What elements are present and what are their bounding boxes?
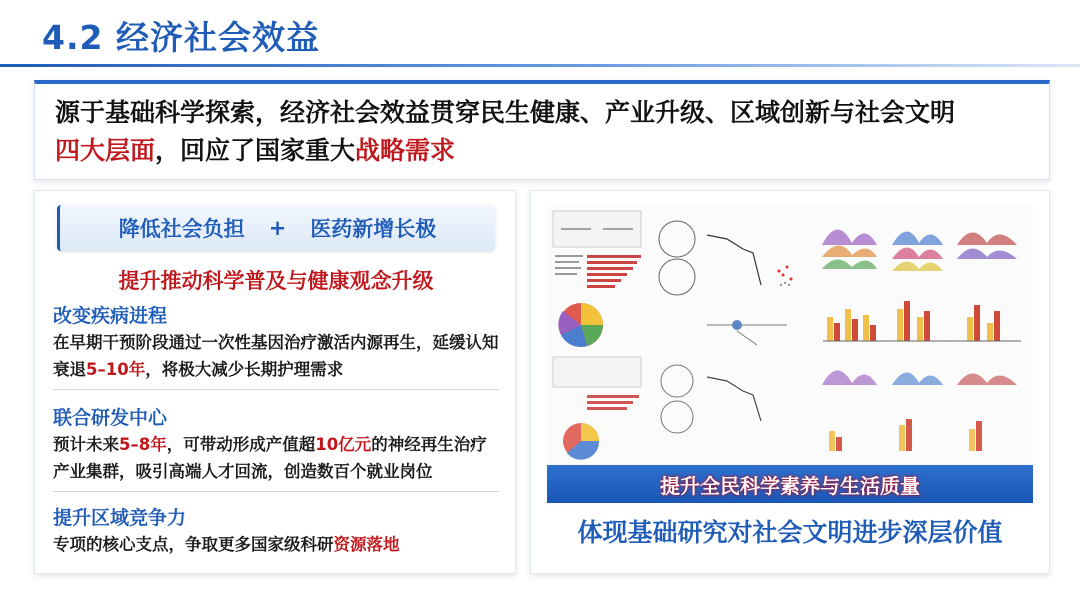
summary-line-2 xyxy=(55,132,1029,170)
right-panel xyxy=(530,190,1050,574)
left-subtitle: 提升推动科学普及与健康观念升级 xyxy=(118,269,434,293)
page-title: 4.2 经济社会效益 xyxy=(42,18,320,57)
section-body-regional xyxy=(53,531,503,558)
research-figure-image xyxy=(547,205,1033,505)
pill-right-label: 医药新增长极 xyxy=(310,217,437,241)
summary-box xyxy=(34,80,1050,180)
section-body-disease xyxy=(53,329,503,383)
section-text: ，可带动形成产值超 xyxy=(166,435,316,454)
figure-panel-circles xyxy=(659,221,793,345)
theme-pill xyxy=(57,205,495,251)
plus-icon: + xyxy=(268,216,287,240)
section-highlight: 10亿元 xyxy=(315,435,372,454)
title-divider xyxy=(0,64,1080,67)
section-highlight: 资源落地 xyxy=(333,535,400,554)
section-text: 的神经再生治疗产业集群，吸引高端人才回流，创造数百个就业岗位 xyxy=(53,435,487,481)
figure-panel-schematic xyxy=(553,211,641,347)
research-figure-graphic xyxy=(547,205,1033,505)
section-text: 在早期干预阶段通过一次性基因治疗激活内源再生，延缓认知衰退 xyxy=(53,333,499,379)
section-body-rnd-center xyxy=(53,431,503,485)
section-divider xyxy=(53,491,499,492)
title-bar xyxy=(0,0,1080,68)
summary-text-2: ，回应了国家重大 xyxy=(155,136,356,165)
banner-text: 提升全民科学素养与生活质量 xyxy=(660,473,920,498)
section-text: 预计未来 xyxy=(53,435,119,454)
left-panel xyxy=(34,190,516,574)
section-heading-disease: 改变疾病进程 xyxy=(53,305,168,327)
summary-highlight-2: 战略需求 xyxy=(355,136,456,165)
pill-left-label: 降低社会负担 xyxy=(118,217,245,241)
section-highlight: 5–8年 xyxy=(119,435,167,454)
figure-panel-barcharts xyxy=(823,301,1021,341)
summary-text: 源于基础科学探索，经济社会效益贯穿民生健康、产业升级、区域创新与社会文明 xyxy=(55,98,956,127)
value-statement: 体现基础研究对社会文明进步深层价值 xyxy=(577,518,1003,547)
figure-panel-ridges xyxy=(822,229,1017,271)
summary-highlight-1: 四大层面 xyxy=(55,136,156,165)
science-literacy-banner xyxy=(547,465,1033,503)
section-text: 专项的核心支点，争取更多国家级科研 xyxy=(53,535,334,554)
section-highlight: 5–10年 xyxy=(86,360,146,379)
section-heading-regional: 提升区域竞争力 xyxy=(53,507,187,529)
summary-line-1 xyxy=(55,94,1029,132)
section-text: ，将极大减少长期护理需求 xyxy=(145,360,344,379)
section-heading-rnd-center: 联合研发中心 xyxy=(53,407,168,429)
section-divider xyxy=(53,389,499,390)
figure-panel-lower xyxy=(553,357,1017,460)
